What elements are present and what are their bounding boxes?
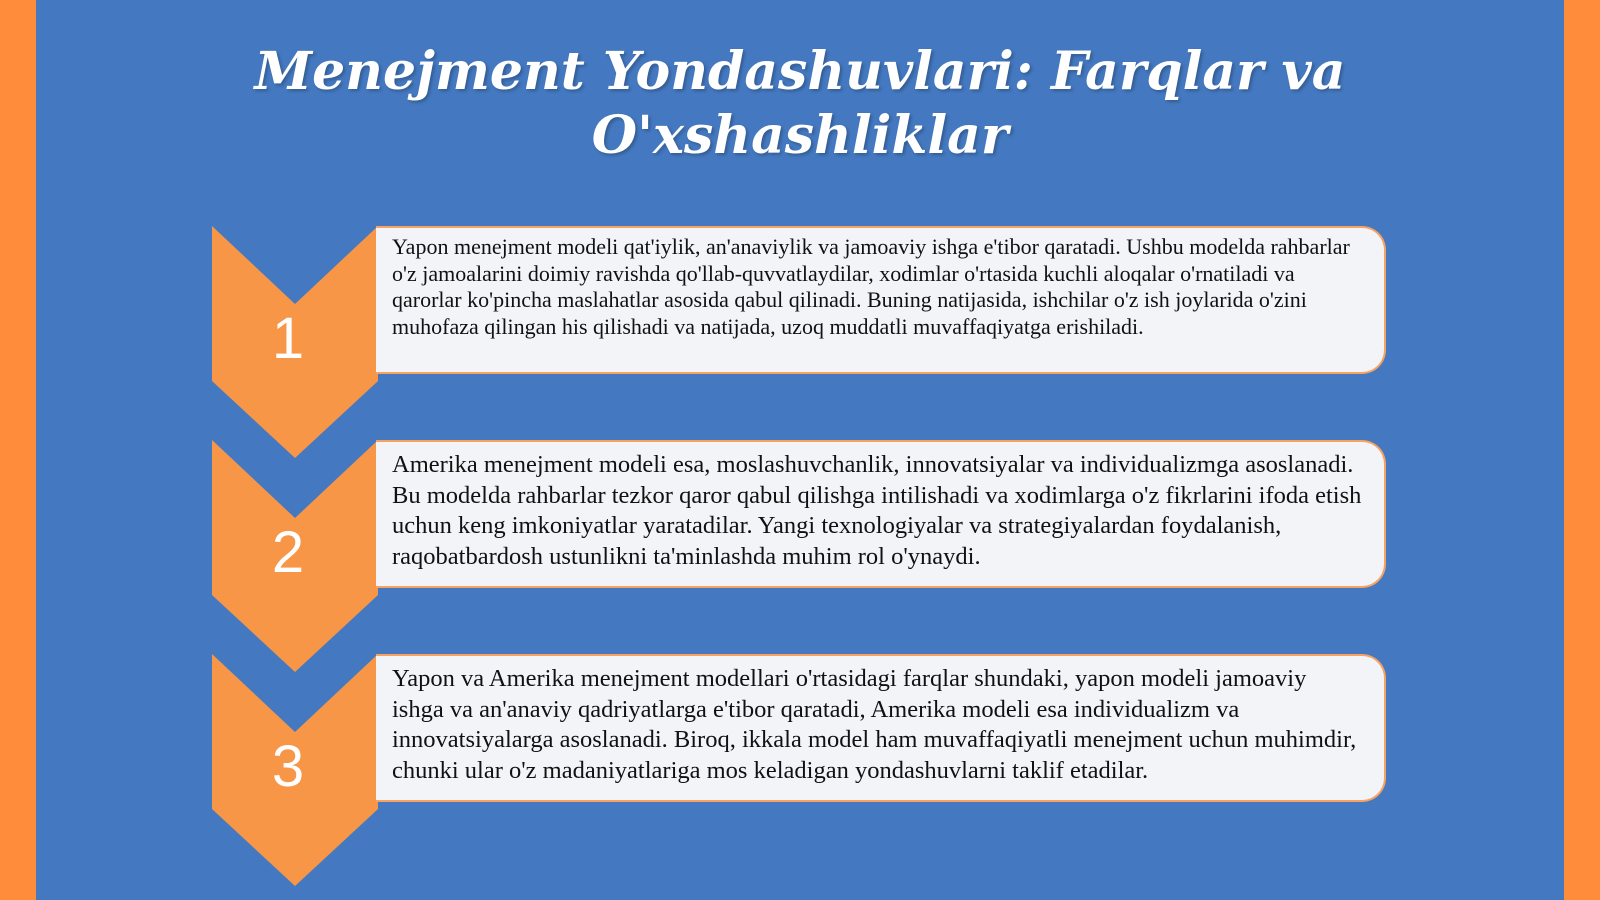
slide-title — [36, 40, 1564, 168]
step-2 — [36, 440, 1564, 680]
step-number: 2 — [271, 520, 305, 585]
slide-title-line-1: Menejment Yondashuvlari: Farqlar va — [254, 41, 1346, 102]
step-text: Amerika menejment modeli esa, moslashuvchanlik, innovatsiyalar va individualizmga asoslanadi. Bu modelda rahbarlar tezkor qaror qabul qilishga intilishadi va xodimlarga o'z fikrlarini ifoda etish uchun keng imkoniyatlar yaratadilar. Yangi texnologiyalar va strategiyalardan foydalanish, raqobatbardosh ustunlikni ta'minlashda muhim rol o'ynaydi. — [392, 451, 1362, 570]
step-1 — [36, 226, 1564, 466]
step-text: Yapon menejment modeli qat'iylik, an'anaviylik va jamoaviy ishga e'tibor qaratadi. Ushbu modelda rahbarlar o'z jamoalarini doimiy ravishda qo'llab-quvvatlaydilar, xodimlar o'rtasida kuchli aloqalar o'rnatiladi va qarorlar ko'pincha maslahatlar asosida qabul qilinadi. Buning natijasida, ishchilar o'z ish joylarida o'zini muhofaza qilingan his qilishadi va natijada, uzoq muddatli muvaffaqiyatga erishiladi. — [392, 234, 1350, 339]
step-card — [376, 226, 1386, 374]
step-3 — [36, 654, 1564, 894]
step-number: 3 — [271, 734, 305, 799]
slide-title-line-2: O'xshashliklar — [591, 105, 1009, 166]
step-number: 1 — [271, 306, 305, 371]
step-text: Yapon va Amerika menejment modellari o'rtasidagi farqlar shundaki, yapon modeli jamoaviy ishga va an'anaviy qadriyatlarga e'tibor qaratadi, Amerika modeli esa individualizm va innovatsiyalarga asoslanadi. Biroq, ikkala model ham muvaffaqiyatli menejment uchun muhimdir, chunki ular o'z madaniyatlariga mos keladigan yondashuvlarni taklif etadilar. — [392, 665, 1357, 784]
slide — [36, 0, 1564, 900]
step-card — [376, 440, 1386, 588]
step-card — [376, 654, 1386, 802]
